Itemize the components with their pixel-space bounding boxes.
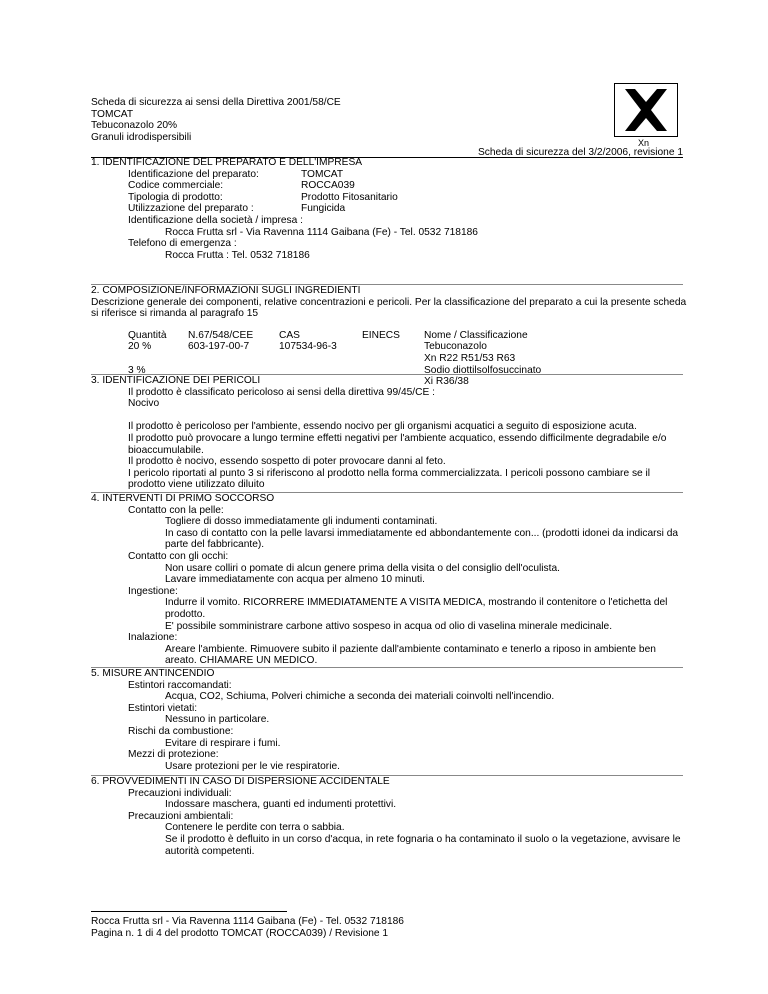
section-title: 3. IDENTIFICAZIONE DEI PERICOLI bbox=[91, 375, 261, 386]
field-label: Identificazione del preparato: bbox=[128, 168, 259, 180]
hazard-paragraph: I pericolo riportati al punto 3 si riferiscono al prodotto nella forma commercializzata. I pericoli possono cambiare se il prodotto viene utilizzato diluito bbox=[128, 467, 651, 491]
instruction-text: Areare l'ambiente. Rimuovere subito il paziente dall'ambiente contaminato e tenerlo a riposo in ambiente ben areato. CHIAMARE UN MEDICO. bbox=[165, 643, 656, 667]
table-cell bbox=[188, 353, 279, 365]
instruction-text: Se il prodotto è defluito in un corso d'acqua, in rete fognaria o ha contaminato il suolo o la vegetazione, avvisare le autorità competenti. bbox=[165, 833, 681, 857]
instruction-text: Lavare immediatamente con acqua per almeno 10 minuti. bbox=[165, 574, 425, 586]
instruction-text: In caso di contatto con la pelle lavarsi immediatamente ed abbondantemente con... (prodotti idonei da indicarsi da parte del fabbricante). bbox=[165, 527, 679, 551]
section-3 bbox=[91, 375, 691, 491]
section-title: 4. INTERVENTI DI PRIMO SOCCORSO bbox=[91, 493, 275, 504]
table-row bbox=[128, 353, 541, 365]
hazard-box bbox=[614, 83, 678, 137]
instruction-text: Usare protezioni per le vie respiratorie. bbox=[165, 760, 340, 772]
classification-statement: Il prodotto è classificato pericoloso ai sensi della direttiva 99/45/CE : bbox=[128, 386, 435, 398]
instruction-text: Acqua, CO2, Schiuma, Polveri chimiche a seconda dei materiali coinvolti nell'incendio. bbox=[165, 691, 555, 703]
hazard-paragraph: Il prodotto può provocare a lungo termine effetti negativi per l'ambiente acquatico, essendo difficilmente degradabile e/o bioaccumulabile. bbox=[128, 432, 667, 456]
instruction-text: Togliere di dosso immediatamente gli indumenti contaminati. bbox=[165, 516, 438, 528]
subsection-label: Mezzi di protezione: bbox=[128, 749, 219, 761]
section-5 bbox=[91, 668, 691, 772]
subsection-label: Contatto con gli occhi: bbox=[128, 550, 229, 562]
company-details: Rocca Frutta srl - Via Ravenna 1114 Gaibana (Fe) - Tel. 0532 718186 bbox=[165, 226, 478, 238]
subsection-label: Ingestione: bbox=[128, 585, 178, 597]
section-1 bbox=[91, 157, 691, 261]
hazard-symbol bbox=[614, 83, 678, 147]
subsection-label: Inalazione: bbox=[128, 632, 178, 644]
revision-info: Scheda di sicurezza del 3/2/2006, revisione 1 bbox=[477, 147, 683, 158]
column-header: Nome / Classificazione bbox=[424, 329, 528, 341]
instruction-text: Contenere le perdite con terra o sabbia. bbox=[165, 822, 345, 834]
subsection-label: Contatto con la pelle: bbox=[128, 504, 224, 516]
subsection-label: Estintori raccomandati: bbox=[128, 679, 232, 691]
header-active-ingredient: Tebuconazolo 20% bbox=[91, 120, 178, 132]
table-cell: 603-197-00-7 bbox=[188, 341, 250, 353]
field-label: Utilizzazione del preparato : bbox=[128, 203, 254, 215]
company-label: Identificazione della società / impresa : bbox=[128, 214, 303, 226]
instruction-text: Indossare maschera, guanti ed indumenti protettivi. bbox=[165, 799, 397, 811]
instruction-text: Non usare colliri o pomate di alcun genere prima della visita o del consiglio dell'oculista. bbox=[165, 562, 560, 574]
hazard-code: Xn bbox=[638, 138, 650, 148]
table-cell: Xn R22 R51/53 R63 bbox=[424, 352, 516, 364]
field-value: Prodotto Fitosanitario bbox=[301, 191, 398, 203]
subsection-label: Precauzioni ambientali: bbox=[128, 810, 234, 822]
table-cell bbox=[279, 353, 362, 365]
section-intro: Descrizione generale dei componenti, relative concentrazioni e pericoli. Per la classificazione del preparato a cui la presente scheda si riferisce si rimanda al paragrafo 15 bbox=[91, 296, 687, 320]
column-header: N.67/548/CEE bbox=[188, 329, 254, 341]
table-header-row bbox=[128, 330, 541, 342]
footer-page-info: Pagina n. 1 di 4 del prodotto TOMCAT (ROCCA039) / Revisione 1 bbox=[91, 927, 389, 939]
table-cell: 107534-96-3 bbox=[279, 341, 337, 353]
header-product-name: TOMCAT bbox=[91, 108, 134, 120]
section-title: 5. MISURE ANTINCENDIO bbox=[91, 668, 215, 679]
field-value: ROCCA039 bbox=[301, 180, 355, 192]
hazard-paragraph: Il prodotto è pericoloso per l'ambiente, essendo nocivo per gli organismi acquatici a seguito di esposizione acuta. bbox=[128, 421, 637, 433]
subsection-label: Rischi da combustione: bbox=[128, 725, 234, 737]
field-value: TOMCAT bbox=[301, 168, 344, 180]
instruction-text: E' possibile somministrare carbone attivo sospeso in acqua od olio di vaselina minerale medicinale. bbox=[165, 620, 613, 632]
emergency-label: Telefono di emergenza : bbox=[128, 238, 237, 250]
field-label: Codice commerciale: bbox=[128, 180, 224, 192]
table-row bbox=[128, 341, 541, 353]
section-title: 1. IDENTIFICAZIONE DEL PREPARATO E DELL'IMPRESA bbox=[91, 157, 363, 168]
page-footer bbox=[91, 916, 404, 939]
instruction-text: Nessuno in particolare. bbox=[165, 714, 270, 726]
section-title: 6. PROVVEDIMENTI IN CASO DI DISPERSIONE ACCIDENTALE bbox=[91, 776, 390, 787]
header-directive: Scheda di sicurezza ai sensi della Direttiva 2001/58/CE bbox=[91, 97, 341, 108]
footer-divider bbox=[91, 911, 287, 912]
section-2 bbox=[91, 285, 691, 388]
section-4 bbox=[91, 493, 691, 667]
footer-company: Rocca Frutta srl - Via Ravenna 1114 Gaibana (Fe) - Tel. 0532 718186 bbox=[91, 916, 404, 927]
document-header bbox=[91, 97, 341, 143]
emergency-phone: Rocca Frutta : Tel. 0532 718186 bbox=[165, 249, 310, 261]
hazard-paragraph: Il prodotto è nocivo, essendo sospetto di poter provocare danni al feto. bbox=[128, 456, 446, 468]
subsection-label: Precauzioni individuali: bbox=[128, 787, 232, 799]
table-cell: Tebuconazolo bbox=[424, 341, 487, 353]
harmful-cross-icon bbox=[621, 87, 671, 133]
column-header: Quantità bbox=[128, 329, 167, 341]
table-cell: Sodio diottilsolfosuccinato bbox=[424, 364, 542, 376]
header-formulation: Granuli idrodispersibili bbox=[91, 131, 192, 143]
table-cell bbox=[128, 353, 188, 365]
instruction-text: Evitare di respirare i fumi. bbox=[165, 737, 281, 749]
table-cell: Xi R36/38 bbox=[424, 376, 469, 388]
section-6 bbox=[91, 776, 691, 857]
table-cell: 20 % bbox=[128, 341, 152, 353]
table-cell bbox=[362, 341, 424, 353]
column-header: EINECS bbox=[362, 329, 400, 341]
identification-grid bbox=[91, 169, 691, 215]
section-title: 2. COMPOSIZIONE/INFORMAZIONI SUGLI INGREDIENTI bbox=[91, 285, 361, 296]
table-cell bbox=[362, 353, 424, 365]
field-label: Tipologia di prodotto: bbox=[128, 191, 223, 203]
table-cell: 3 % bbox=[128, 364, 146, 376]
classification-value: Nocivo bbox=[128, 398, 160, 410]
field-value: Fungicida bbox=[301, 203, 346, 215]
instruction-text: Indurre il vomito. RICORRERE IMMEDIATAMENTE A VISITA MEDICA, mostrando il contenitore o l'etichetta del prodotto. bbox=[165, 597, 668, 620]
column-header: CAS bbox=[279, 329, 300, 341]
subsection-label: Estintori vietati: bbox=[128, 702, 198, 714]
